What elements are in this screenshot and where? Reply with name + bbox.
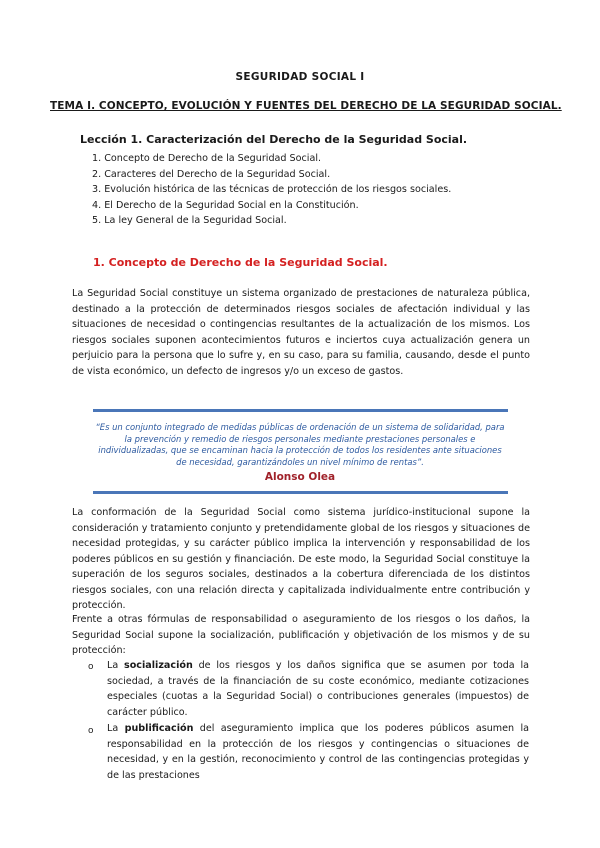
list-item: 1. Concepto de Derecho de la Seguridad Social.: [92, 153, 322, 164]
quote-author: Alonso Olea: [264, 471, 336, 483]
quote-bottom-divider: [93, 491, 508, 494]
quote-text: “Es un conjunto integrado de medidas públicas de ordenación de un sistema de solidaridad, para la prevención y remedio de riesgos personales mediante prestaciones personales e individualizadas, que se encaminan hacia la protección de todos los residentes ante situaciones de necesidad, garantizándoles un nivel mínimo de rentas”.: [95, 422, 505, 467]
leccion-title: Lección 1. Caracterización del Derecho de la Seguridad Social.: [80, 133, 468, 146]
bullet-term: publificación: [124, 723, 194, 734]
bullet-socializacion: [107, 658, 529, 720]
list-item: 2. Caracteres del Derecho de la Seguridad Social.: [92, 168, 331, 180]
bullet-marker: o: [88, 662, 94, 672]
paragraph-frente: Frente a otras fórmulas de responsabilidad o aseguramiento de los riesgos o los daños, la Seguridad Social supone la socialización, publificación y objetivación de los mismos y de su protección:: [72, 614, 530, 656]
bullet-body: de los riesgos y los daños significa que se asumen por toda la sociedad, a través de la financiación de su coste económico, mediante cotizaciones especiales (cuotas a la Seguridad Social) o contribuciones generales (impuestos) de carácter público.: [107, 660, 529, 718]
lesson-contents-list: [92, 151, 451, 229]
paragraph-conformacion: La conformación de la Seguridad Social como sistema jurídico-institucional supone la consideración y tratamiento conjunto y pretendidamente global de los riesgos y situaciones de necesidad protegidas, y su carácter público implica la intervención y responsabilidad de los poderes públicos en su gestión y financiación. De este modo, la Seguridad Social constituye la superación de los seguros sociales, destinados a la cobertura diferenciada de los distintos riesgos sociales, con una relación directa y capitalizada individualmente entre contribución y protección.: [72, 507, 530, 611]
document-title: SEGURIDAD SOCIAL I: [235, 71, 365, 83]
section-heading: 1. Concepto de Derecho de la Seguridad Social.: [93, 256, 388, 269]
bullet-lead: La: [107, 723, 125, 734]
tema-heading: TEMA I. CONCEPTO, EVOLUCIÓN Y FUENTES DEL DERECHO DE LA SEGURIDAD SOCIAL.: [50, 100, 562, 112]
quote-top-divider: [93, 409, 508, 412]
list-item: 4. El Derecho de la Seguridad Social en la Constitución.: [92, 199, 359, 211]
bullet-publificacion: [107, 721, 529, 783]
bullet-term: socialización: [124, 660, 193, 671]
list-item: 3. Evolución histórica de las técnicas de protección de los riesgos sociales.: [92, 184, 452, 195]
bullet-lead: La: [107, 660, 124, 671]
paragraph-definition: La Seguridad Social constituye un sistema organizado de prestaciones de naturaleza pública, destinado a la protección de determinados riesgos sociales de afectación individual y las situaciones de necesidad o contingencias resultantes de la actualización de los mismos. Los riesgos sociales suponen acontecimientos futuros e inciertos cuya actualización genera un perjuicio para la persona que lo sufre y, en su caso, para su familia, causando, desde el punto de vista económico, un defecto de ingresos y/o un exceso de gastos.: [72, 288, 530, 377]
list-item: 5. La ley General de la Seguridad Social.: [92, 215, 287, 226]
bullet-marker: o: [88, 726, 94, 736]
bullet-body: del aseguramiento implica que los poderes públicos asumen la responsabilidad en la protección de los riesgos y contingencias o situaciones de necesidad, y en la gestión, reconocimiento y control de las contingencias protegidas y de las prestaciones: [107, 723, 530, 781]
